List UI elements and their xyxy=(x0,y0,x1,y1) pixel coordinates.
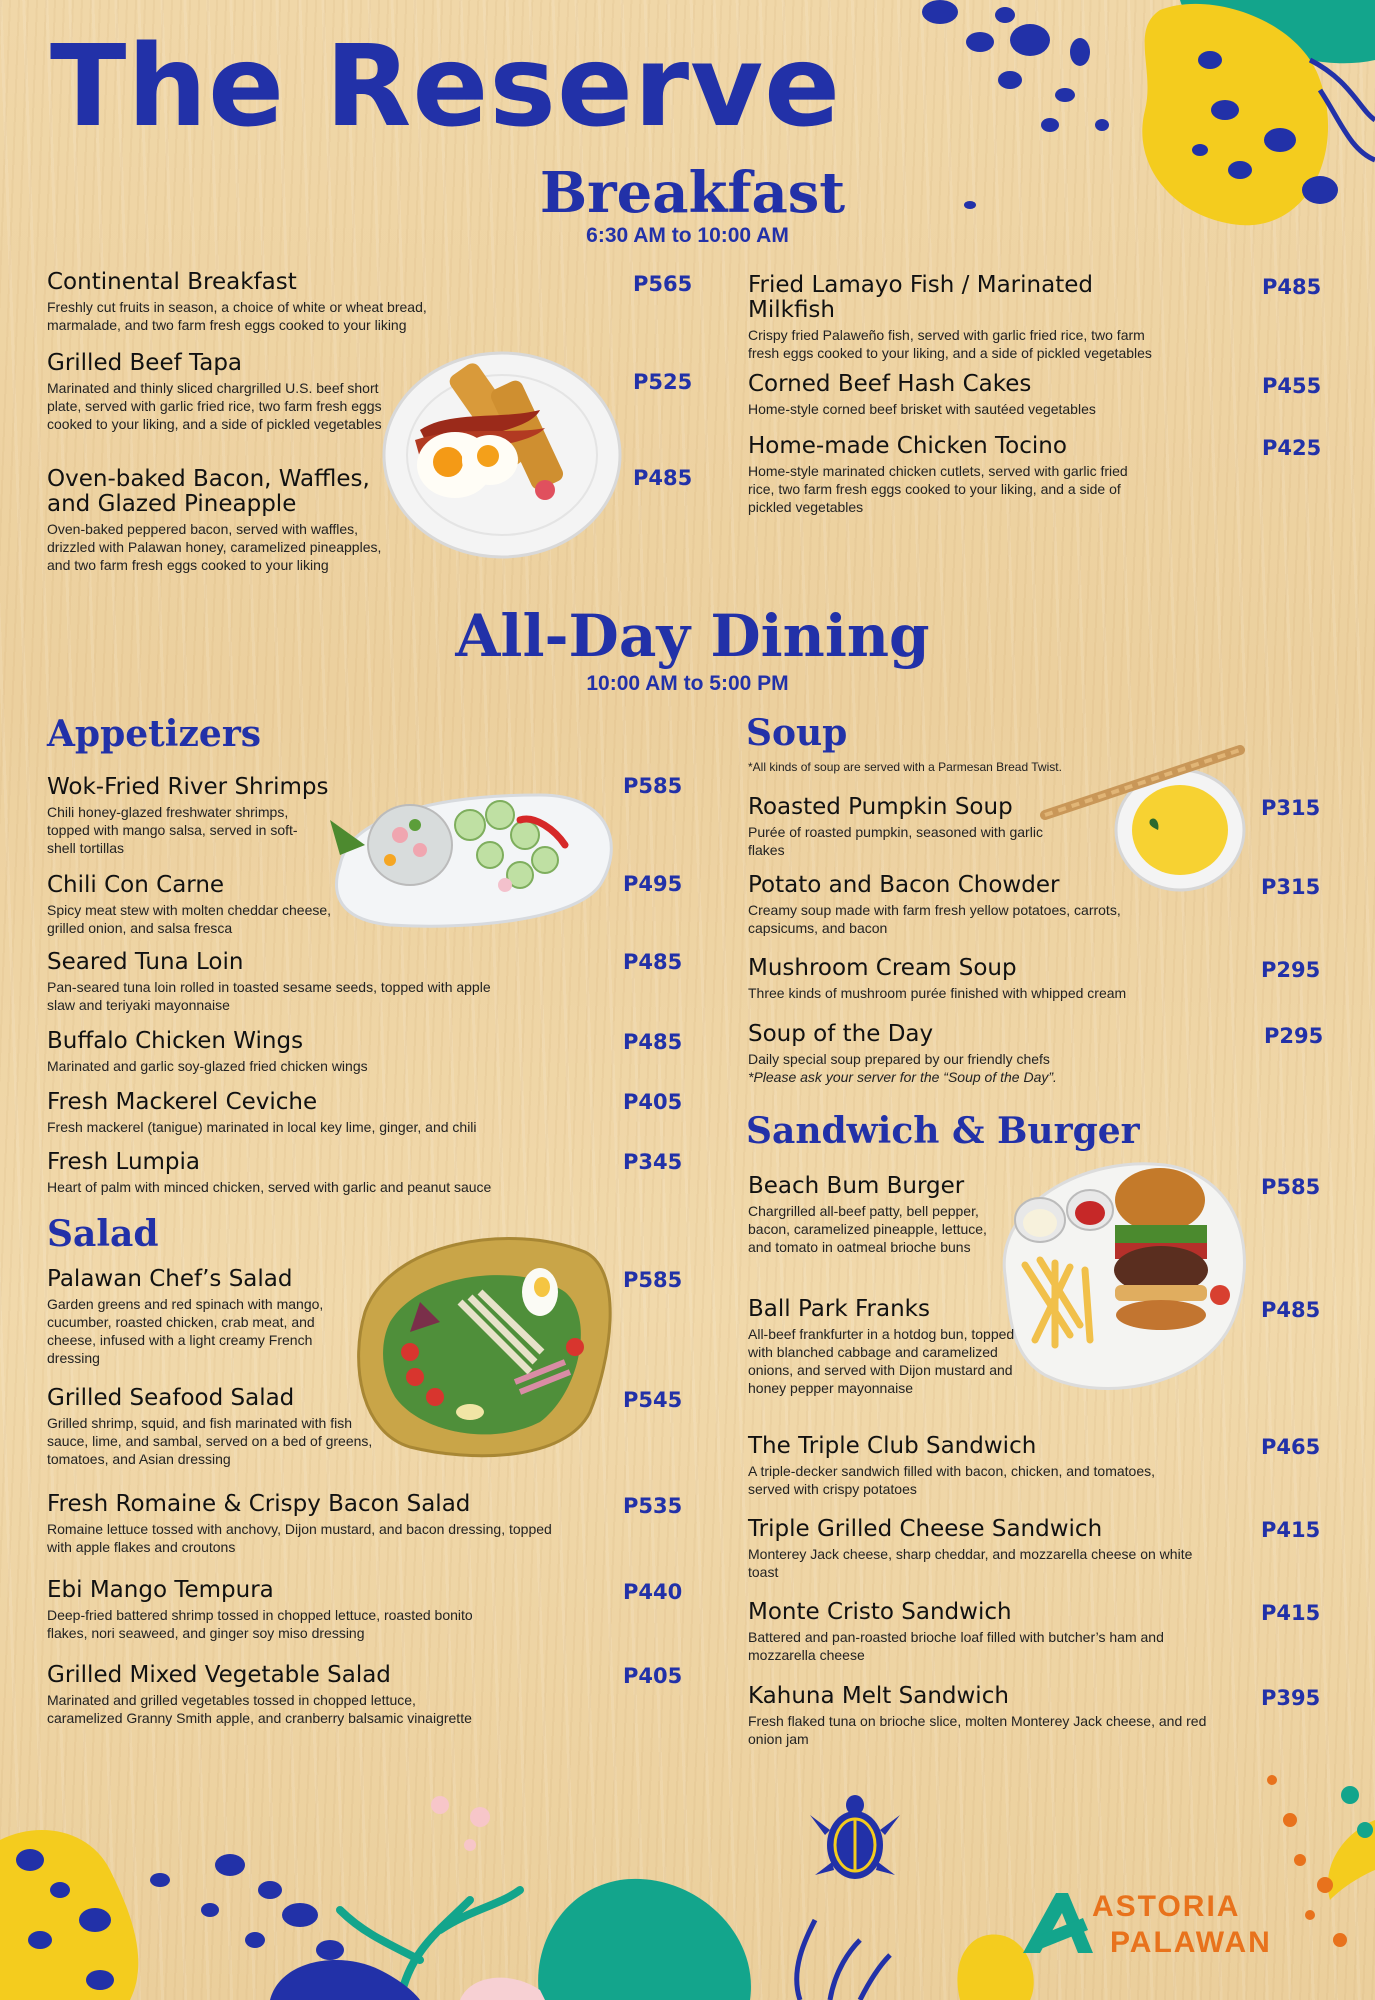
menu-item xyxy=(748,372,1178,418)
item-price: P585 xyxy=(623,1268,683,1292)
item-price: P485 xyxy=(633,466,693,490)
menu-item xyxy=(748,873,1198,937)
item-price: P535 xyxy=(623,1494,683,1518)
item-desc: Battered and pan-roasted brioche loaf filled with butcher’s ham and mozzarella cheese xyxy=(748,1628,1164,1664)
pink-blob xyxy=(460,1978,545,2000)
menu-item xyxy=(748,1684,1238,1748)
menu-item xyxy=(748,273,1178,362)
item-price: P295 xyxy=(1261,958,1321,982)
item-name: Fresh Lumpia xyxy=(47,1149,201,1175)
menu-item xyxy=(47,873,337,937)
item-desc: Purée of roasted pumpkin, seasoned with garlic flakes xyxy=(748,823,1043,859)
logo-line-2: PALAWAN xyxy=(1110,1926,1272,1959)
restaurant-title: The Reserve xyxy=(50,22,842,152)
item-desc: Daily special soup prepared by our friendly chefs xyxy=(748,1050,1050,1067)
item-price: P425 xyxy=(1262,436,1322,460)
appetizers-heading: Appetizers xyxy=(47,713,262,755)
item-name: Fresh Romaine & Crispy Bacon Salad xyxy=(47,1491,471,1517)
item-desc: Chargrilled all-beef patty, bell pepper, bacon, caramelized pineapple, lettuce, and tomato in oatmeal brioche buns xyxy=(748,1202,987,1256)
item-price: P545 xyxy=(623,1388,683,1412)
menu-item xyxy=(748,1297,1038,1398)
item-desc: Chili honey-glazed freshwater shrimps, topped with mango salsa, served in soft-shell tortillas xyxy=(47,803,298,857)
item-desc: Home-style marinated chicken cutlets, served with garlic fried rice, two farm fresh eggs cooked to your liking, and a side of pickled vegetables xyxy=(748,462,1128,516)
menu-item xyxy=(47,1150,587,1196)
breakfast-plate-image xyxy=(380,340,625,560)
sandwich-heading: Sandwich & Burger xyxy=(746,1110,1140,1152)
item-price: P455 xyxy=(1262,374,1322,398)
item-name: Seared Tuna Loin xyxy=(47,949,244,975)
item-desc: Oven-baked peppered bacon, served with waffles, drizzled with Palawan honey, caramelized pineapples, and two farm fresh eggs cooked to your liking xyxy=(47,520,382,574)
menu-item xyxy=(748,1517,1228,1581)
menu-item xyxy=(47,1578,527,1642)
item-desc: Marinated and grilled vegetables tossed in chopped lettuce, caramelized Granny Smith apple, and cranberry balsamic vinaigrette xyxy=(47,1691,472,1727)
menu-item xyxy=(47,1267,362,1368)
item-name: Ball Park Franks xyxy=(748,1296,930,1322)
item-name: Home-made Chicken Tocino xyxy=(748,433,1067,459)
item-name: Ebi Mango Tempura xyxy=(47,1577,274,1603)
appetizer-plate-image xyxy=(320,775,620,935)
allday-title: All-Day Dining xyxy=(455,602,930,670)
item-desc: Fresh mackerel (tanigue) marinated in local key lime, ginger, and chili xyxy=(47,1118,477,1135)
item-desc: Grilled shrimp, squid, and fish marinated with fish sauce, lime, and sambal, served on a bed of greens, tomatoes, and Asian dressing xyxy=(47,1414,373,1468)
item-price: P415 xyxy=(1261,1518,1321,1542)
item-price: P345 xyxy=(623,1150,683,1174)
item-price: P405 xyxy=(623,1664,683,1688)
item-price: P485 xyxy=(623,1030,683,1054)
item-price: P485 xyxy=(623,950,683,974)
item-name: Buffalo Chicken Wings xyxy=(47,1028,304,1054)
item-desc: All-beef frankfurter in a hotdog bun, topped with blanched cabbage and caramelized onions, and served with Dijon mustard and honey pepper mayonnaise xyxy=(748,1325,1015,1397)
turtle-icon xyxy=(800,1790,910,1890)
item-price: P565 xyxy=(633,272,693,296)
item-price: P415 xyxy=(1261,1601,1321,1625)
item-name: Chili Con Carne xyxy=(47,872,225,898)
item-name: Triple Grilled Cheese Sandwich xyxy=(748,1516,1103,1542)
menu-item xyxy=(748,1600,1228,1664)
teal-blob-center xyxy=(538,1879,751,2000)
menu-item xyxy=(748,956,1248,1002)
item-desc: Spicy meat stew with molten cheddar cheese, grilled onion, and salsa fresca xyxy=(47,901,332,937)
item-price: P465 xyxy=(1261,1435,1321,1459)
item-price: P485 xyxy=(1262,275,1322,299)
item-name: Monte Cristo Sandwich xyxy=(748,1599,1012,1625)
soup-heading: Soup xyxy=(746,712,848,754)
item-name: Corned Beef Hash Cakes xyxy=(748,371,1032,397)
menu-item xyxy=(47,467,392,574)
item-desc: Heart of palm with minced chicken, served with garlic and peanut sauce xyxy=(47,1178,492,1195)
item-desc: Home-style corned beef brisket with sautéed vegetables xyxy=(748,400,1096,417)
menu-item xyxy=(748,1022,1248,1086)
breakfast-title: Breakfast xyxy=(539,160,846,226)
item-name: Grilled Seafood Salad xyxy=(47,1385,295,1411)
item-name: Grilled Mixed Vegetable Salad xyxy=(47,1662,391,1688)
item-desc: Monterey Jack cheese, sharp cheddar, and mozzarella cheese on white toast xyxy=(748,1545,1193,1581)
salad-heading: Salad xyxy=(47,1213,159,1255)
item-desc: Three kinds of mushroom purée finished with whipped cream xyxy=(748,984,1127,1001)
soup-note: *All kinds of soup are served with a Parmesan Bread Twist. xyxy=(748,760,1062,774)
item-name: Continental Breakfast xyxy=(47,269,297,295)
item-price: P525 xyxy=(633,370,693,394)
breakfast-hours: 6:30 AM to 10:00 AM xyxy=(586,224,789,247)
item-price: P585 xyxy=(623,774,683,798)
item-desc: Freshly cut fruits in season, a choice of white or wheat bread, marmalade, and two farm fresh eggs cooked to your liking xyxy=(47,298,427,334)
item-name: Beach Bum Burger xyxy=(748,1173,965,1199)
allday-hours: 10:00 AM to 5:00 PM xyxy=(586,672,789,695)
item-name: Oven-baked Bacon, Waffles, and Glazed Pineapple xyxy=(47,466,370,517)
item-name: Fresh Mackerel Ceviche xyxy=(47,1089,318,1115)
menu-item xyxy=(748,1434,1198,1498)
item-price: P295 xyxy=(1264,1024,1324,1048)
item-desc: A triple-decker sandwich filled with bacon, chicken, and tomatoes, served with crispy potatoes xyxy=(748,1462,1155,1498)
item-desc: Creamy soup made with farm fresh yellow potatoes, carrots, capsicums, and bacon xyxy=(748,901,1121,937)
item-desc: Marinated and garlic soy-glazed fried chicken wings xyxy=(47,1057,368,1074)
item-desc: Crispy fried Palaweño fish, served with garlic fried rice, two farm fresh eggs cooked to your liking, and a side of pickled vegetables xyxy=(748,326,1152,361)
menu-item xyxy=(47,1029,547,1075)
item-name: Roasted Pumpkin Soup xyxy=(748,794,1013,820)
menu-item xyxy=(47,950,547,1014)
item-price: P315 xyxy=(1261,796,1321,820)
menu-item xyxy=(47,1090,587,1136)
item-price: P495 xyxy=(623,872,683,896)
menu-item xyxy=(47,1492,587,1556)
item-name: Kahuna Melt Sandwich xyxy=(748,1683,1009,1709)
item-desc: Deep-fried battered shrimp tossed in chopped lettuce, roasted bonito flakes, nori seaweed, and ginger soy miso dressing xyxy=(47,1606,473,1642)
menu-item xyxy=(47,775,337,857)
menu-item xyxy=(47,1663,487,1727)
item-note: *Please ask your server for the “Soup of the Day”. xyxy=(748,1069,1057,1086)
item-price: P440 xyxy=(623,1580,683,1604)
item-price: P315 xyxy=(1261,875,1321,899)
item-name: Palawan Chef’s Salad xyxy=(47,1266,293,1292)
item-price: P405 xyxy=(623,1090,683,1114)
navy-blob-center xyxy=(270,1960,420,2000)
menu-item xyxy=(748,1174,998,1256)
item-desc: Fresh flaked tuna on brioche slice, molten Monterey Jack cheese, and red onion jam xyxy=(748,1712,1207,1748)
item-price: P485 xyxy=(1261,1298,1321,1322)
menu-item xyxy=(748,434,1168,516)
item-name: Fried Lamayo Fish / Marinated Milkfish xyxy=(748,272,1093,323)
item-name: Soup of the Day xyxy=(748,1021,934,1047)
item-desc: Garden greens and red spinach with mango, cucumber, roasted chicken, crab meat, and cheese, infused with a light creamy French dressing xyxy=(47,1295,324,1367)
item-name: The Triple Club Sandwich xyxy=(748,1433,1037,1459)
logo-mark-icon xyxy=(1018,1888,1098,1958)
item-desc: Romaine lettuce tossed with anchovy, Dijon mustard, and bacon dressing, topped with apple flakes and croutons xyxy=(47,1520,552,1556)
item-desc: Marinated and thinly sliced chargrilled U.S. beef short plate, served with garlic fried rice, two farm fresh eggs cooked to your liking, and a side of pickled vegetables xyxy=(47,379,382,433)
teal-dots xyxy=(1341,1786,1373,1838)
item-name: Mushroom Cream Soup xyxy=(748,955,1017,981)
menu-item xyxy=(47,270,487,334)
menu-item xyxy=(748,795,1048,859)
item-desc: Pan-seared tuna loin rolled in toasted sesame seeds, topped with apple slaw and teriyaki mayonnaise xyxy=(47,978,491,1014)
astoria-palawan-logo xyxy=(1018,1888,1318,1968)
item-price: P395 xyxy=(1261,1686,1321,1710)
pink-dots xyxy=(431,1796,490,1851)
menu-item xyxy=(47,1386,392,1468)
item-price: P585 xyxy=(1261,1175,1321,1199)
navy-seaweed xyxy=(797,1920,890,2000)
item-name: Grilled Beef Tapa xyxy=(47,350,243,376)
item-name: Wok-Fried River Shrimps xyxy=(47,774,329,800)
item-name: Potato and Bacon Chowder xyxy=(748,872,1060,898)
menu-item xyxy=(47,351,392,433)
logo-line-1: ASTORIA xyxy=(1092,1890,1241,1923)
